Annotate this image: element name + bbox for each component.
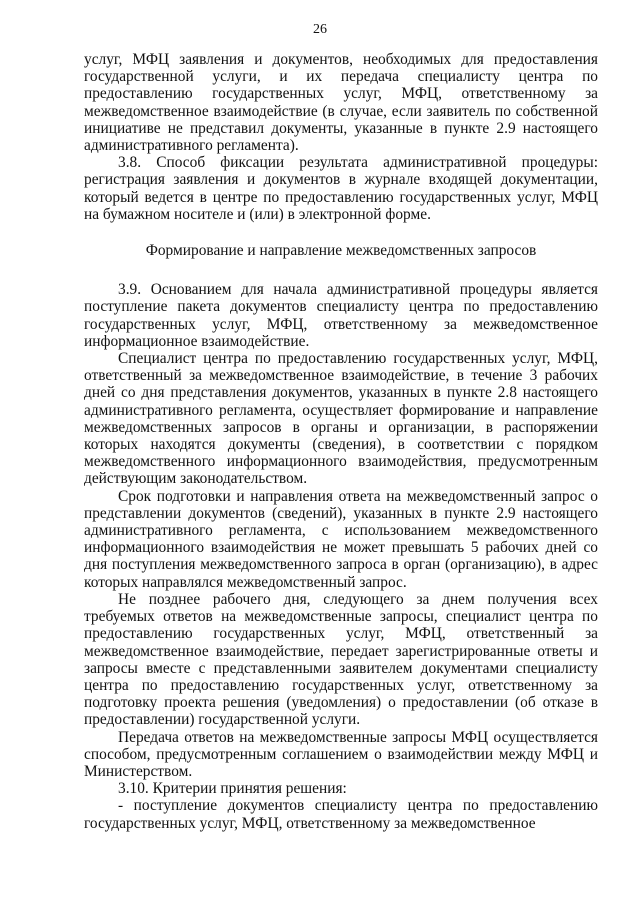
paragraph-3-9: 3.9. Основанием для начала административной процедуры является поступление пакета документов специалисту центра по предоставлению государственных услуг, МФЦ, ответственному за межведомственное информационное взаимодействие. [84, 281, 598, 350]
paragraph-criteria-item: - поступление документов специалисту центра по предоставлению государственных услуг, МФЦ, ответственному за межведомственное [84, 797, 598, 832]
paragraph-mfc-transfer: Передача ответов на межведомственные запросы МФЦ осуществляется способом, предусмотренным соглашением о взаимодействии между МФЦ и Министерством. [84, 728, 598, 780]
document-body [84, 51, 598, 832]
paragraph-3-8: 3.8. Способ фиксации результата административной процедуры: регистрация заявления и документов в журнале входящей документации, который ведется в центре по предоставлению государственных услуг, МФЦ на бумажном носителе и (или) в электронной форме. [84, 154, 598, 223]
paragraph-3-10: 3.10. Критерии принятия решения: [118, 780, 347, 798]
paragraph-deadline: Срок подготовки и направления ответа на межведомственный запрос о представлении документов (сведений), указанных в пункте 2.9 настоящего административного регламента, с использованием межведомственного информационного взаимодействия не может превышать 5 рабочих дней со дня поступления межведомственного запроса в орган (организацию), в адрес которых направлялся межведомственный запрос. [84, 487, 598, 591]
section-heading: Формирование и направление межведомственных запросов [145, 242, 537, 260]
page-number: 26 [313, 22, 327, 37]
paragraph-specialist: Специалист центра по предоставлению государственных услуг, МФЦ, ответственный за межведомственное взаимодействие, в течение 3 рабочих дней со дня представления документов, указанных в пункте 2.8 настоящего административного регламента, осуществляет формирование и направление межведомственных запросов в органы и организации, в распоряжении которых находятся документы (сведения), в соответствии с порядком межведомственного информационного взаимодействия, предусмотренным действующим законодательством. [84, 350, 598, 488]
paragraph-continuation: услуг, МФЦ заявления и документов, необходимых для предоставления государственной услуги, и их передача специалисту центра по предоставлению государственных услуг, МФЦ, ответственному за межведомственное взаимодействие (в случае, если заявитель по собственной инициативе не представил документы, указанные в пункте 2.9 настоящего административного регламента). [84, 51, 598, 155]
paragraph-transfer: Не позднее рабочего дня, следующего за днем получения всех требуемых ответов на межведомственные запросы, специалист центра по предоставлению государственных услуг, МФЦ, ответственный за межведомственное взаимодействие, передает зарегистрированные ответы и запросы вместе с представленными заявителем документами специалисту центра по предоставлению государственных услуг, ответственному за подготовку проекта решения (уведомления) о предоставлении (об отказе в предоставлении) государственной услуги. [84, 590, 598, 729]
